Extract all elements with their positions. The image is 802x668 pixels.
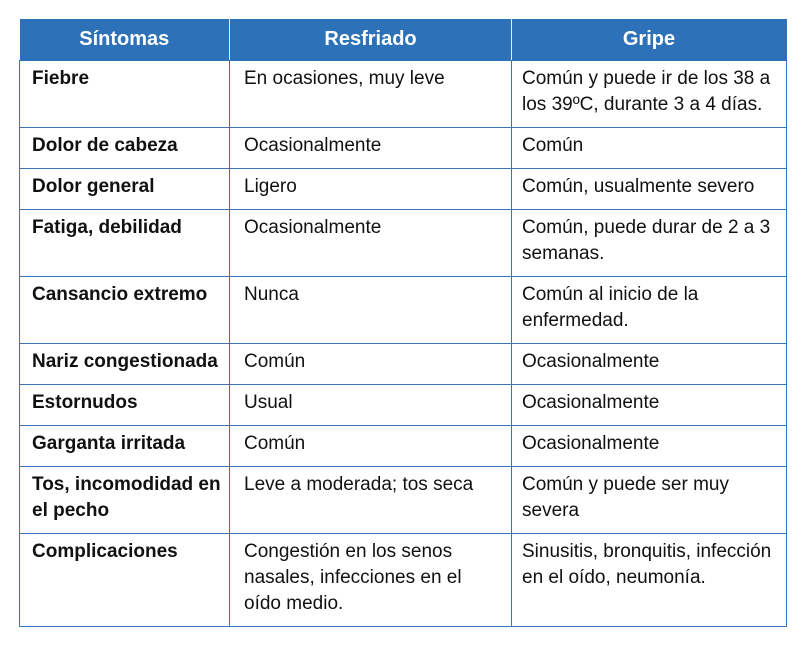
- symptom-cell: Nariz congestionada: [20, 344, 230, 385]
- header-symptoms: Síntomas: [20, 19, 230, 61]
- table-row: [20, 169, 787, 210]
- table-row: [20, 277, 787, 344]
- flu-cell: Sinusitis, bronquitis, infección en el oído, neumonía.: [512, 534, 787, 627]
- cold-cell: Común: [230, 426, 512, 467]
- cold-cell: Congestión en los senos nasales, infecciones en el oído medio.: [230, 534, 512, 627]
- symptom-cell: Garganta irritada: [20, 426, 230, 467]
- flu-cell: Común al inicio de la enfermedad.: [512, 277, 787, 344]
- cold-cell: En ocasiones, muy leve: [230, 61, 512, 128]
- table-container: [19, 19, 787, 627]
- symptom-cell: Cansancio extremo: [20, 277, 230, 344]
- cold-cell: Ocasionalmente: [230, 128, 512, 169]
- table-row: [20, 344, 787, 385]
- table-row: [20, 467, 787, 534]
- header-cold: Resfriado: [230, 19, 512, 61]
- symptom-cell: Fatiga, debilidad: [20, 210, 230, 277]
- symptoms-comparison-table: [19, 19, 787, 627]
- symptom-cell: Estornudos: [20, 385, 230, 426]
- cold-cell: Leve a moderada; tos seca: [230, 467, 512, 534]
- flu-cell: Ocasionalmente: [512, 344, 787, 385]
- symptom-cell: Dolor general: [20, 169, 230, 210]
- table-row: [20, 385, 787, 426]
- flu-cell: Común y puede ser muy severa: [512, 467, 787, 534]
- flu-cell: Ocasionalmente: [512, 385, 787, 426]
- cold-cell: Común: [230, 344, 512, 385]
- symptom-cell: Complicaciones: [20, 534, 230, 627]
- cold-cell: Ocasionalmente: [230, 210, 512, 277]
- table-row: [20, 61, 787, 128]
- table-header-row: [20, 19, 787, 61]
- header-flu: Gripe: [512, 19, 787, 61]
- cold-cell: Nunca: [230, 277, 512, 344]
- cold-cell: Ligero: [230, 169, 512, 210]
- cold-cell: Usual: [230, 385, 512, 426]
- table-row: [20, 210, 787, 277]
- table-row: [20, 128, 787, 169]
- flu-cell: Común: [512, 128, 787, 169]
- table-row: [20, 534, 787, 627]
- flu-cell: Común y puede ir de los 38 a los 39ºC, durante 3 a 4 días.: [512, 61, 787, 128]
- symptom-cell: Fiebre: [20, 61, 230, 128]
- table-row: [20, 426, 787, 467]
- flu-cell: Ocasionalmente: [512, 426, 787, 467]
- symptom-cell: Dolor de cabeza: [20, 128, 230, 169]
- flu-cell: Común, usualmente severo: [512, 169, 787, 210]
- flu-cell: Común, puede durar de 2 a 3 semanas.: [512, 210, 787, 277]
- symptom-cell: Tos, incomodidad en el pecho: [20, 467, 230, 534]
